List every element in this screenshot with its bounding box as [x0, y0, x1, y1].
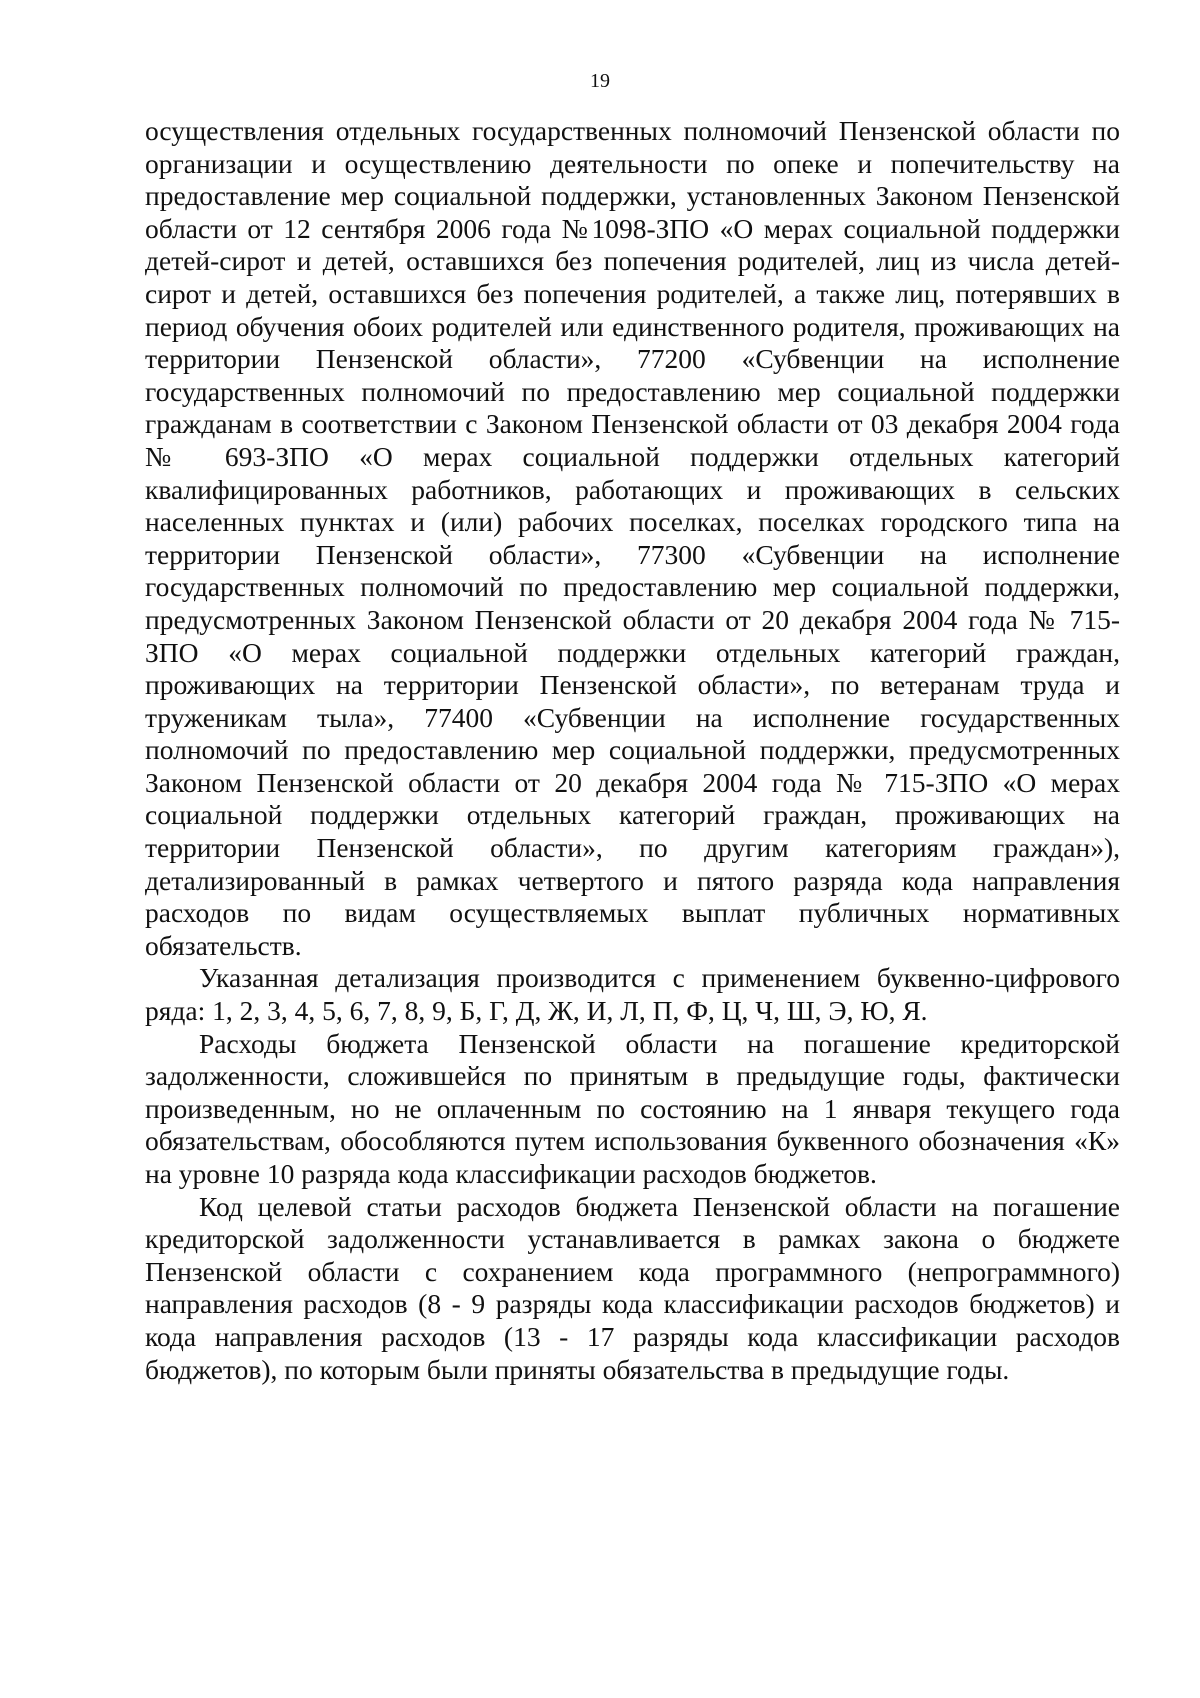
paragraph-continuation: осуществления отдельных государственных полномочий Пензенской области по организации и осуществлению деятельности по опеке и попечительству на предоставление мер социальной поддержки, установленных Законом Пензенской области от 12 сентября 2006 года №1098-ЗПО «О мерах социальной поддержки детей-сирот и детей, оставшихся без попечения родителей, лиц из числа детей-сирот и детей, оставшихся без попечения родителей, а также лиц, потерявших в период обучения обоих родителей или единственного родителя, проживающих на территории Пензенской области», 77200 «Субвенции на исполнение государственных полномочий по предоставлению мер социальной поддержки гражданам в соответствии с Законом Пензенской области от 03 декабря 2004 года № 693-ЗПО «О мерах социальной поддержки отдельных категорий квалифицированных работников, работающих и проживающих в сельских населенных пунктах и (или) рабочих поселках, поселках городского типа на территории Пензенской области», 77300 «Субвенции на исполнение государственных полномочий по предоставлению мер социальной поддержки, предусмотренных Законом Пензенской области от 20 декабря 2004 года № 715-ЗПО «О мерах социальной поддержки отдельных категорий граждан, проживающих на территории Пензенской области», по ветеранам труда и труженикам тыла», 77400 «Субвенции на исполнение государственных полномочий по предоставлению мер социальной поддержки, предусмотренных Законом Пензенской области от 20 декабря 2004 года № 715-ЗПО «О мерах социальной поддержки отдельных категорий граждан, проживающих на территории Пензенской области», по другим категориям граждан»), детализированный в рамках четвертого и пятого разряда кода направления расходов по видам осуществляемых выплат публичных нормативных обязательств. — [145, 115, 1120, 961]
paragraph-expenses: Расходы бюджета Пензенской области на погашение кредиторской задолженности, сложившейся по принятым в предыдущие годы, фактически произведенным, но не оплаченным по состоянию на 1 января текущего года обязательствам, обособляются путем использования буквенного обозначения «К» на уровне 10 разряда кода классификации расходов бюджетов. — [145, 1027, 1120, 1189]
paragraph-detailing: Указанная детализация производится с применением буквенно-цифрового ряда: 1, 2, 3, 4, 5, 6, 7, 8, 9, Б, Г, Д, Ж, И, Л, П, Ф, Ц, Ч, Ш, Э, Ю, Я. — [145, 962, 1120, 1027]
document-body — [145, 115, 1120, 1386]
page-number: 19 — [590, 70, 610, 92]
paragraph-target-code: Код целевой статьи расходов бюджета Пензенской области на погашение кредиторской задолженности устанавливается в рамках закона о бюджете Пензенской области с сохранением кода программного (непрограммного) направления расходов (8 - 9 разряды кода классификации расходов бюджетов) и кода направления расходов (13 - 17 разряды кода классификации расходов бюджетов), по которым были приняты обязательства в предыдущие годы. — [145, 1190, 1120, 1385]
